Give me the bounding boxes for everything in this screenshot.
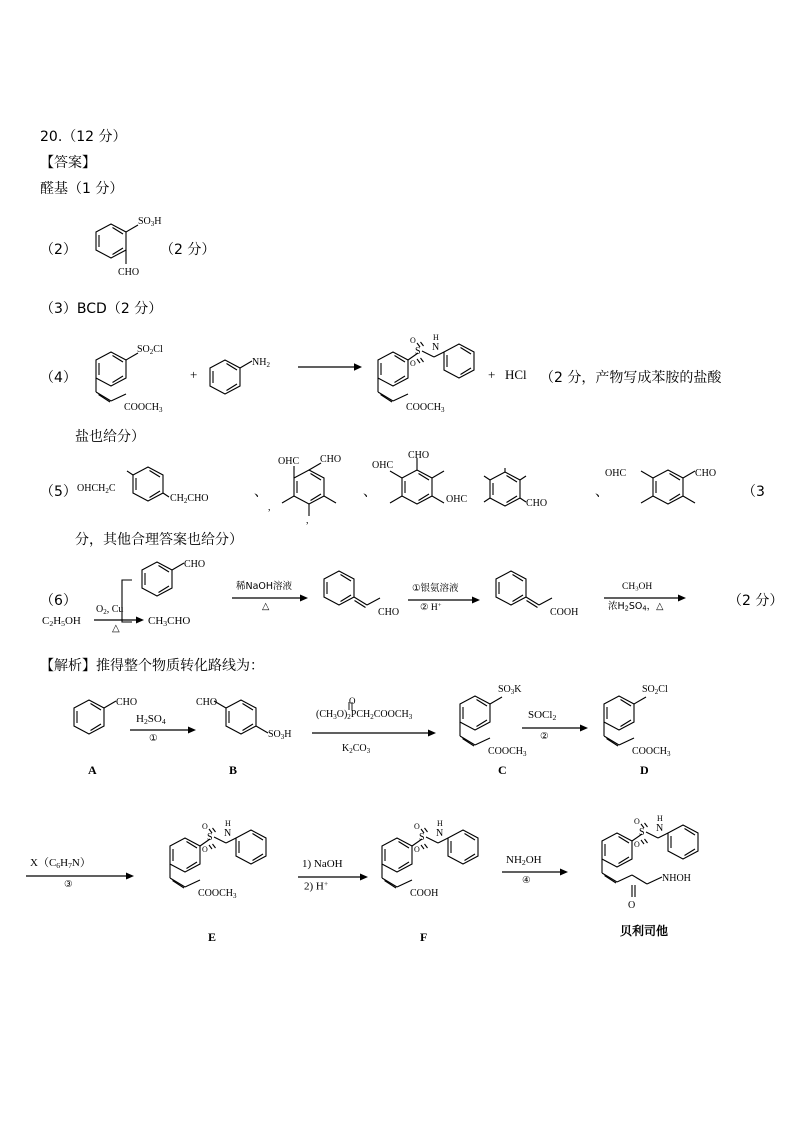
ethanol-label: $C_2H_5OH$ bbox=[42, 615, 81, 628]
f-o-label-2: O bbox=[414, 845, 420, 854]
analysis-b bbox=[196, 690, 316, 750]
methyl-line-1: , bbox=[268, 502, 271, 513]
ch2cho-label: $CH_2CHO$ bbox=[170, 493, 209, 505]
g-o-label-1: O bbox=[634, 817, 640, 826]
d-so2cl-label: $SO_2Cl$ bbox=[642, 684, 668, 696]
h-label: H bbox=[433, 333, 439, 342]
cond2-mid-r1: O bbox=[349, 696, 356, 706]
label-c: C bbox=[498, 763, 507, 777]
methyl-line-2: , bbox=[306, 515, 309, 526]
scheme6-cinnamaldehyde bbox=[310, 565, 410, 627]
answer-item-4-cont: 盐也给分） bbox=[75, 429, 145, 445]
e-n-label: N bbox=[224, 828, 232, 839]
cond6-bot-r2: ④ bbox=[522, 875, 531, 886]
cho-label-2: CHO bbox=[408, 450, 430, 461]
nh2-label: $NH_2$ bbox=[252, 357, 270, 369]
scheme6-cond1-bot: △ bbox=[112, 623, 120, 634]
cooch3-label-2: $COOCH_3$ bbox=[406, 402, 445, 414]
nitrogen-label: N bbox=[432, 342, 440, 353]
analysis-d bbox=[584, 676, 714, 766]
scheme6-cond2-top: ①银氨溶液 bbox=[412, 583, 459, 594]
analysis-arrow-6 bbox=[502, 866, 568, 878]
d-cooch3-label: $COOCH_3$ bbox=[632, 746, 671, 758]
structure-4-aniline bbox=[204, 352, 282, 392]
cond6-top-r2: $NH_2OH$ bbox=[506, 854, 542, 867]
g-s-label: S bbox=[639, 827, 645, 838]
cond4-top-r2: $X(C_6H_7N)$ bbox=[30, 857, 91, 870]
g-h-label: H bbox=[657, 814, 663, 823]
scheme6-cinnamic-acid bbox=[482, 565, 592, 627]
ohc-label-3: OHC bbox=[446, 494, 468, 505]
e-o-label-1: O bbox=[202, 822, 208, 831]
o-label-2: O bbox=[410, 359, 416, 368]
g-nhoh-label: NHOH bbox=[662, 873, 691, 884]
analysis-arrow-3 bbox=[522, 722, 588, 734]
po-double-bond bbox=[348, 702, 354, 710]
f-h-label: H bbox=[437, 819, 443, 828]
a-cho-label: CHO bbox=[116, 697, 138, 708]
answer-item-3: （3）BCD（2 分） bbox=[40, 301, 163, 317]
so3h-label: $SO_3H$ bbox=[138, 216, 162, 228]
cooch3-label: $COOCH_3$ bbox=[124, 402, 163, 414]
cond2-bot-r1: $K_2CO_3$ bbox=[342, 743, 371, 755]
scheme6-cond1-top: $O_2$, Cu bbox=[96, 604, 124, 616]
analysis-arrow-2 bbox=[312, 727, 436, 739]
answer-item-5-text: （3 bbox=[742, 484, 765, 500]
answer-item-4-num: （4） bbox=[40, 370, 77, 386]
scheme6-cond3-bot: 浓$H_2SO_4$，△ bbox=[608, 601, 664, 613]
plus-sign-1: + bbox=[190, 367, 198, 382]
label-b: B bbox=[229, 763, 238, 777]
cond1-bot-r1: ① bbox=[149, 733, 158, 744]
f-o-label-1: O bbox=[414, 822, 420, 831]
cho-label-s6: CHO bbox=[184, 559, 206, 570]
analysis-belinostat bbox=[560, 805, 750, 925]
cho-label-4: CHO bbox=[695, 468, 717, 479]
answer-item-5-num: （5） bbox=[40, 484, 77, 500]
scheme6-arrow-2 bbox=[408, 594, 480, 606]
cond5-bot-r2: 2) H+ bbox=[304, 879, 329, 893]
structure-5-d bbox=[446, 468, 581, 510]
e-o-label-2: O bbox=[202, 845, 208, 854]
c-so3k-label: $SO_3K$ bbox=[498, 684, 522, 696]
structure-5-a bbox=[75, 465, 255, 507]
label-e: E bbox=[208, 930, 217, 944]
label-d: D bbox=[640, 763, 649, 777]
cho-label-s6b: CHO bbox=[378, 607, 400, 618]
structure-5-b bbox=[268, 450, 364, 525]
answer-item-1: 醛基（1 分） bbox=[40, 181, 124, 197]
ohc-label-2: OHC bbox=[372, 460, 394, 471]
b-cho-label: CHO bbox=[196, 697, 218, 708]
cooh-label-s6: COOH bbox=[550, 607, 579, 618]
g-n-label: N bbox=[656, 823, 664, 834]
structure-5-e bbox=[605, 450, 745, 520]
cond1-top-r1: $H_2SO_4$ bbox=[136, 713, 166, 726]
answer-item-6-text: （2 分） bbox=[728, 593, 784, 609]
e-h-label: H bbox=[225, 819, 231, 828]
cond2-top-r1: $(CH_3O)_2PCH_2COOCH_3$ bbox=[316, 709, 413, 721]
analysis-e bbox=[140, 810, 290, 920]
scheme6-arrow-1 bbox=[232, 592, 308, 604]
cho-label-3: CHO bbox=[526, 498, 548, 509]
reaction-arrow-4 bbox=[298, 360, 362, 374]
cho-label: CHO bbox=[118, 267, 140, 278]
answer-item-2-text: （2 分） bbox=[160, 242, 216, 258]
scheme6-cond3-top: $CH_3OH$ bbox=[622, 582, 653, 593]
dunhao-1: 、 bbox=[254, 484, 268, 500]
cond3-top-r1: SOCl$_2$ bbox=[528, 709, 557, 722]
so2cl-label: $SO_2Cl$ bbox=[137, 344, 163, 356]
answer-header: 【答案】 bbox=[40, 155, 96, 171]
dunhao-2: 、 bbox=[363, 484, 377, 500]
f-n-label: N bbox=[436, 828, 444, 839]
b-so3h-label: $SO_3H$ bbox=[268, 729, 292, 741]
structure-4-reactant-1 bbox=[78, 336, 188, 431]
answer-item-4-text: （2 分，产物写成苯胺的盐酸 bbox=[540, 370, 722, 386]
hcl-label: HCl bbox=[505, 367, 527, 382]
cond4-bot-r2: ③ bbox=[64, 879, 73, 890]
g-o-label-2: O bbox=[634, 840, 640, 849]
analysis-arrow-1 bbox=[130, 724, 196, 736]
c-cooch3-label: $COOCH_3$ bbox=[488, 746, 527, 758]
g-carbonyl-o-label: O bbox=[628, 900, 636, 911]
structure-2-benzene-sulfonic-aldehyde bbox=[78, 210, 173, 280]
question-header: 20.（12 分） bbox=[40, 129, 127, 145]
cho-label-1: CHO bbox=[320, 454, 342, 465]
scheme6-reagent-delta: △ bbox=[262, 601, 270, 612]
ohc-label-4: OHC bbox=[605, 468, 627, 479]
analysis-arrow-4 bbox=[26, 870, 134, 882]
label-a: A bbox=[88, 763, 97, 777]
cond5-top-r2: 1) NaOH bbox=[302, 858, 343, 870]
scheme6-arrow-0 bbox=[94, 614, 144, 626]
label-belinostat: 贝利司他 bbox=[620, 924, 669, 938]
answer-item-5-cont: 分，其他合理答案也给分） bbox=[75, 532, 243, 548]
scheme6-reagent-top: 稀NaOH溶液 bbox=[236, 581, 293, 592]
sulfur-label: S bbox=[415, 346, 421, 357]
label-f: F bbox=[420, 930, 428, 944]
structure-4-product bbox=[360, 330, 490, 430]
analysis-header: 【解析】推得整个物质转化路线为： bbox=[40, 658, 264, 674]
e-s-label: S bbox=[207, 832, 213, 843]
e-cooch3-label: $COOCH_3$ bbox=[198, 888, 237, 900]
o-label-1: O bbox=[410, 336, 416, 345]
f-s-label: S bbox=[419, 832, 425, 843]
ohc-label-1: OHC bbox=[278, 456, 300, 467]
analysis-f bbox=[352, 810, 502, 920]
answer-item-6-num: （6） bbox=[40, 593, 77, 609]
ohch2c-label: $OHCH_2C$ bbox=[77, 483, 116, 495]
dunhao-3: 、 bbox=[595, 484, 609, 500]
acetaldehyde-label: $CH_3CHO$ bbox=[148, 615, 191, 628]
cond3-bot-r1: ② bbox=[540, 731, 549, 742]
scheme6-arrow-3 bbox=[604, 592, 686, 604]
plus-sign-2: + bbox=[488, 367, 496, 382]
f-cooh-label: COOH bbox=[410, 888, 439, 899]
answer-item-2-num: （2） bbox=[40, 242, 77, 258]
scheme6-benzaldehyde bbox=[128, 556, 218, 600]
scheme6-cond2-bot: ② H+ bbox=[420, 602, 442, 613]
